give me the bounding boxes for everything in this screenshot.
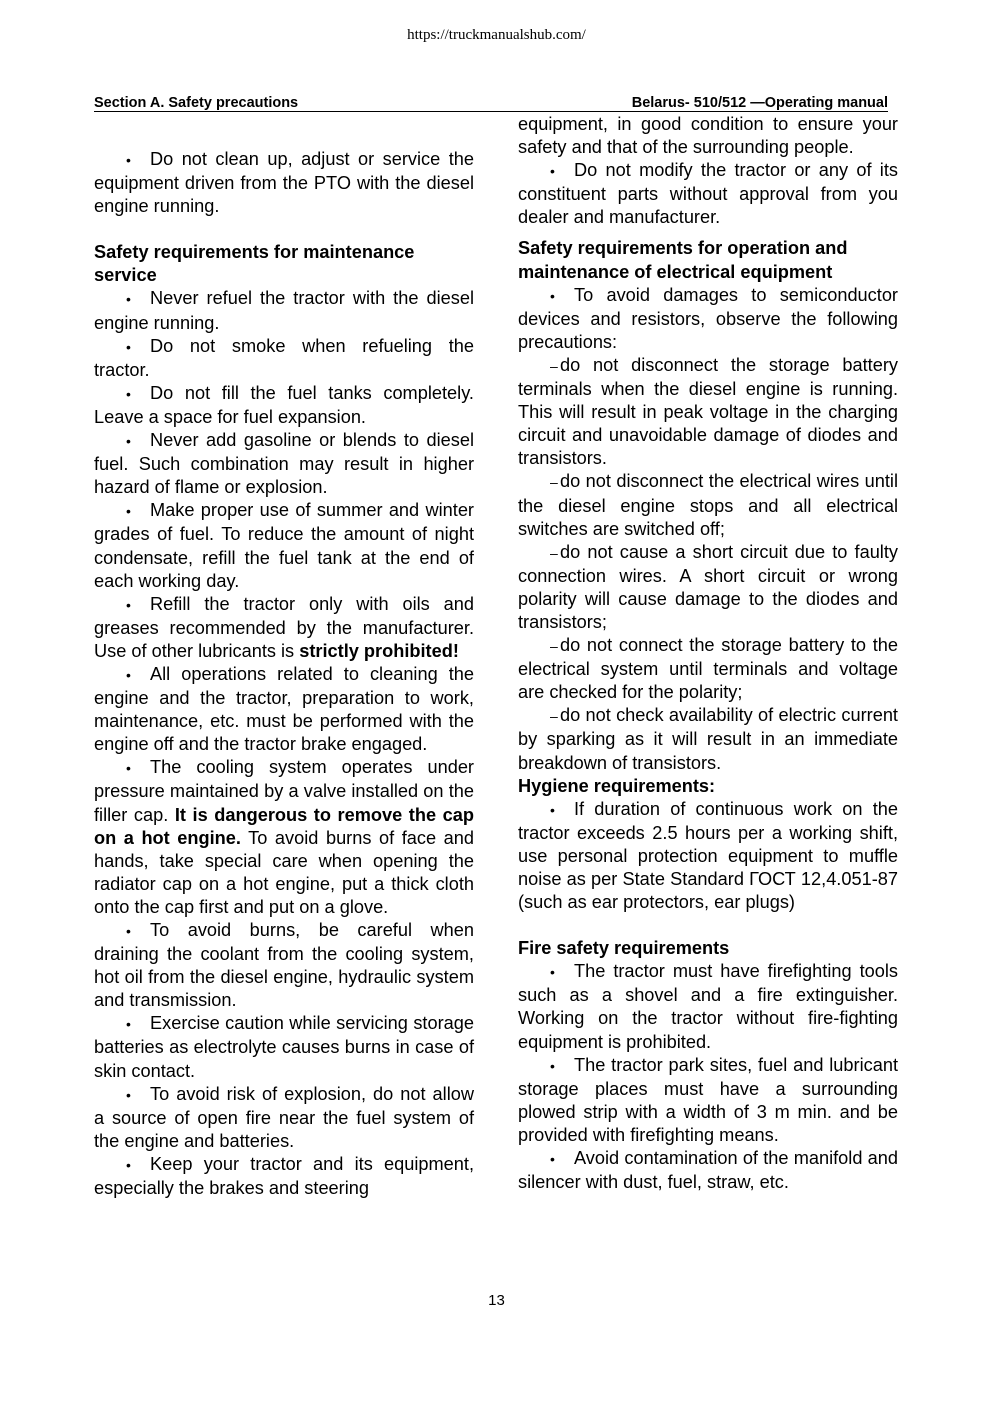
bullet-icon: • bbox=[550, 163, 555, 180]
page-number: 13 bbox=[488, 1292, 505, 1309]
emphasis-text: strictly prohibited! bbox=[299, 640, 459, 661]
dash-item: – do not connect the storage battery to the electrical system until terminals and voltage are checked for the polarity; bbox=[518, 635, 898, 703]
list-item: • The cooling system operates under pressure maintained by a valve installed on the filler cap. It is dangerous to remove the cap on a hot engine. To avoid burns of face and hands, take special care when opening the radiator cap on a hot engine, put a thick cloth onto the cap first and put on a glove. bbox=[94, 757, 474, 917]
paragraph-continued: equipment, in good condition to ensure your safety and that of the surrounding people. bbox=[518, 114, 898, 158]
bullet-icon: • bbox=[550, 964, 555, 981]
header-manual-title: Belarus- 510/512 —Operating manual bbox=[631, 95, 888, 111]
section-heading-fire: Fire safety requirements bbox=[518, 938, 730, 959]
list-item: • To avoid risk of explosion, do not allow a source of open fire near the fuel system of the engine and batteries. bbox=[94, 1083, 474, 1151]
bullet-icon: • bbox=[126, 1156, 131, 1173]
bullet-icon: • bbox=[126, 433, 131, 450]
list-item: • If duration of continuous work on the tractor exceeds 2.5 hours per a working shift, use personal protection equipment to muffle noise as per State Standard ГОСТ 12,4.051-87 (such as ear protectors, ear plugs) bbox=[518, 798, 898, 913]
source-url[interactable]: https://truckmanualshub.com/ bbox=[407, 27, 586, 43]
section-heading-maintenance: Safety requirements for maintenance service bbox=[94, 242, 415, 286]
list-item: • Never refuel the tractor with the diesel engine running. bbox=[94, 288, 474, 333]
emphasis-text: It is dangerous to remove the cap on a hot engine. bbox=[94, 804, 474, 848]
header-rule bbox=[94, 111, 888, 112]
dash-icon: – bbox=[550, 708, 558, 725]
dash-item: – do not check availability of electric current by sparking as it will result in an immediate breakdown of transistors. bbox=[518, 705, 898, 773]
bullet-icon: • bbox=[550, 801, 555, 818]
right-column bbox=[518, 113, 898, 1194]
list-item: • All operations related to cleaning the engine and the tractor, preparation to work, maintenance, etc. must be performed with the engine off and the tractor brake engaged. bbox=[94, 663, 474, 755]
list-item: • Refill the tractor only with oils and greases recommended by the manufacturer. Use of other lubricants is strictly prohibited! bbox=[94, 593, 474, 661]
bullet-icon: • bbox=[126, 338, 131, 355]
bullet-icon: • bbox=[126, 385, 131, 402]
bullet-icon: • bbox=[126, 666, 131, 683]
dash-icon: – bbox=[550, 474, 558, 491]
list-item: • To avoid burns, be careful when draining the coolant from the cooling system, hot oil from the diesel engine, hydraulic system and transmission. bbox=[94, 920, 474, 1011]
list-item: • Make proper use of summer and winter grades of fuel. To reduce the amount of night condensate, refill the fuel tank at the end of each working day. bbox=[94, 500, 474, 591]
bullet-icon: • bbox=[550, 1057, 555, 1074]
bullet-icon: • bbox=[126, 503, 131, 520]
bullet-icon: • bbox=[126, 291, 131, 308]
section-heading-electrical: Safety requirements for operation and maintenance of electrical equipment bbox=[518, 238, 848, 282]
bullet-icon: • bbox=[126, 152, 131, 168]
list-item: • Do not smoke when refueling the tractor. bbox=[94, 335, 474, 380]
list-item: • Do not clean up, adjust or service the equipment driven from the PTO with the diesel engine running. bbox=[94, 149, 474, 217]
dash-icon: – bbox=[550, 544, 558, 561]
list-item: • Exercise caution while servicing storage batteries as electrolyte causes burns in case of skin contact. bbox=[94, 1013, 474, 1081]
bullet-icon: • bbox=[126, 1016, 131, 1033]
list-item: • The tractor park sites, fuel and lubricant storage places must have a surrounding plowed strip with a width of 3 m min. and be provided with firefighting means. bbox=[518, 1054, 898, 1145]
bullet-icon: • bbox=[126, 760, 131, 777]
list-item: • Do not modify the tractor or any of its constituent parts without approval from you dealer and manufacturer. bbox=[518, 160, 898, 228]
list-item: • Do not fill the fuel tanks completely. Leave a space for fuel expansion. bbox=[94, 382, 474, 427]
section-heading-hygiene: Hygiene requirements: bbox=[518, 775, 716, 796]
bullet-icon: • bbox=[126, 596, 131, 613]
list-item: • Avoid contamination of the manifold and silencer with dust, fuel, straw, etc. bbox=[518, 1148, 898, 1193]
list-item: • The tractor must have firefighting tools such as a shovel and a fire extinguisher. Working on the tractor without fire-fighting equipment is prohibited. bbox=[518, 961, 898, 1052]
dash-icon: – bbox=[550, 357, 558, 374]
bullet-icon: • bbox=[550, 1151, 555, 1168]
bullet-icon: • bbox=[126, 923, 131, 939]
header-section-title: Section A. Safety precautions bbox=[94, 95, 299, 111]
dash-item: – do not disconnect the electrical wires until the diesel engine stops and all electrical switches are switched off; bbox=[518, 471, 898, 539]
dash-icon: – bbox=[550, 638, 558, 655]
dash-item: – do not cause a short circuit due to faulty connection wires. A short circuit or wrong polarity will cause damage to the diodes and transistors; bbox=[518, 541, 898, 632]
list-item: • Keep your tractor and its equipment, especially the brakes and steering bbox=[94, 1153, 474, 1199]
list-item: • To avoid damages to semiconductor devices and resistors, observe the following precautions: bbox=[518, 284, 898, 352]
list-item: • Never add gasoline or blends to diesel fuel. Such combination may result in higher hazard of flame or explosion. bbox=[94, 430, 474, 498]
dash-item: – do not disconnect the storage battery terminals when the diesel engine is running. This will result in peak voltage in the charging circuit and unavoidable damage of diodes and transistors. bbox=[518, 354, 898, 469]
bullet-icon: • bbox=[550, 287, 555, 304]
left-column bbox=[94, 113, 474, 1200]
bullet-icon: • bbox=[126, 1086, 131, 1103]
